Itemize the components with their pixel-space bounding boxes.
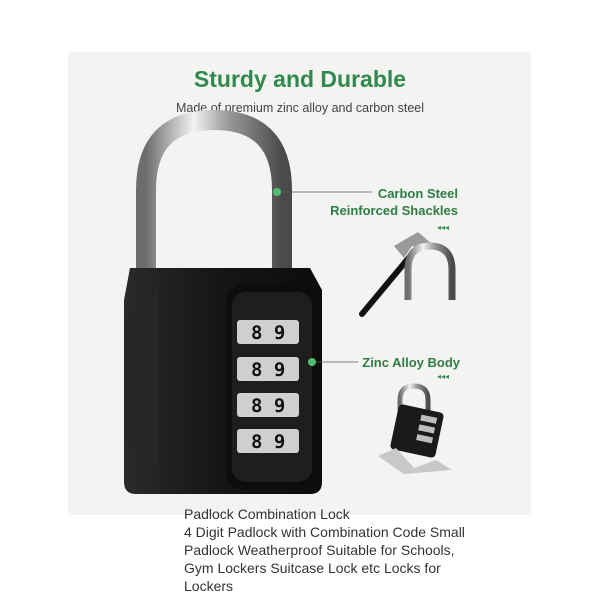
caption-line-4: Gym Lockers Suitcase Lock etc Locks for [184,560,441,576]
shackle [146,120,282,272]
page-title: Sturdy and Durable [193,66,407,92]
dial-4-digits: 8 9 [251,431,286,453]
dial-3-digits: 8 9 [251,395,286,417]
caption-line-2: 4 Digit Padlock with Combination Code Small [184,524,465,540]
dial-3 [237,393,299,417]
caption-line-3: Padlock Weatherproof Suitable for Schools, [184,542,455,558]
arrows-icon: ◂◂◂ [437,372,450,381]
page-subtitle: Made of premium zinc alloy and carbon steel [175,101,425,115]
body-callout-label: Zinc Alloy Body [362,355,460,370]
arrows-icon: ◂◂◂ [437,223,450,232]
caption-line-1: Padlock Combination Lock [184,506,350,522]
shackle-thumbnail [408,246,452,300]
dial-1-digits: 8 9 [251,322,286,344]
caption-line-5: Lockers [184,578,234,594]
dial-4 [237,429,299,453]
dial-2 [237,357,299,381]
shackle-callout-label [300,185,458,219]
shackle-callout-line2: Reinforced Shackles [330,203,458,218]
small-padlock-thumbnail [378,386,452,474]
dial-2-digits: 8 9 [251,359,286,381]
shackle-callout-line1: Carbon Steel [377,186,458,201]
product-caption [184,505,524,595]
dial-1 [237,320,299,344]
